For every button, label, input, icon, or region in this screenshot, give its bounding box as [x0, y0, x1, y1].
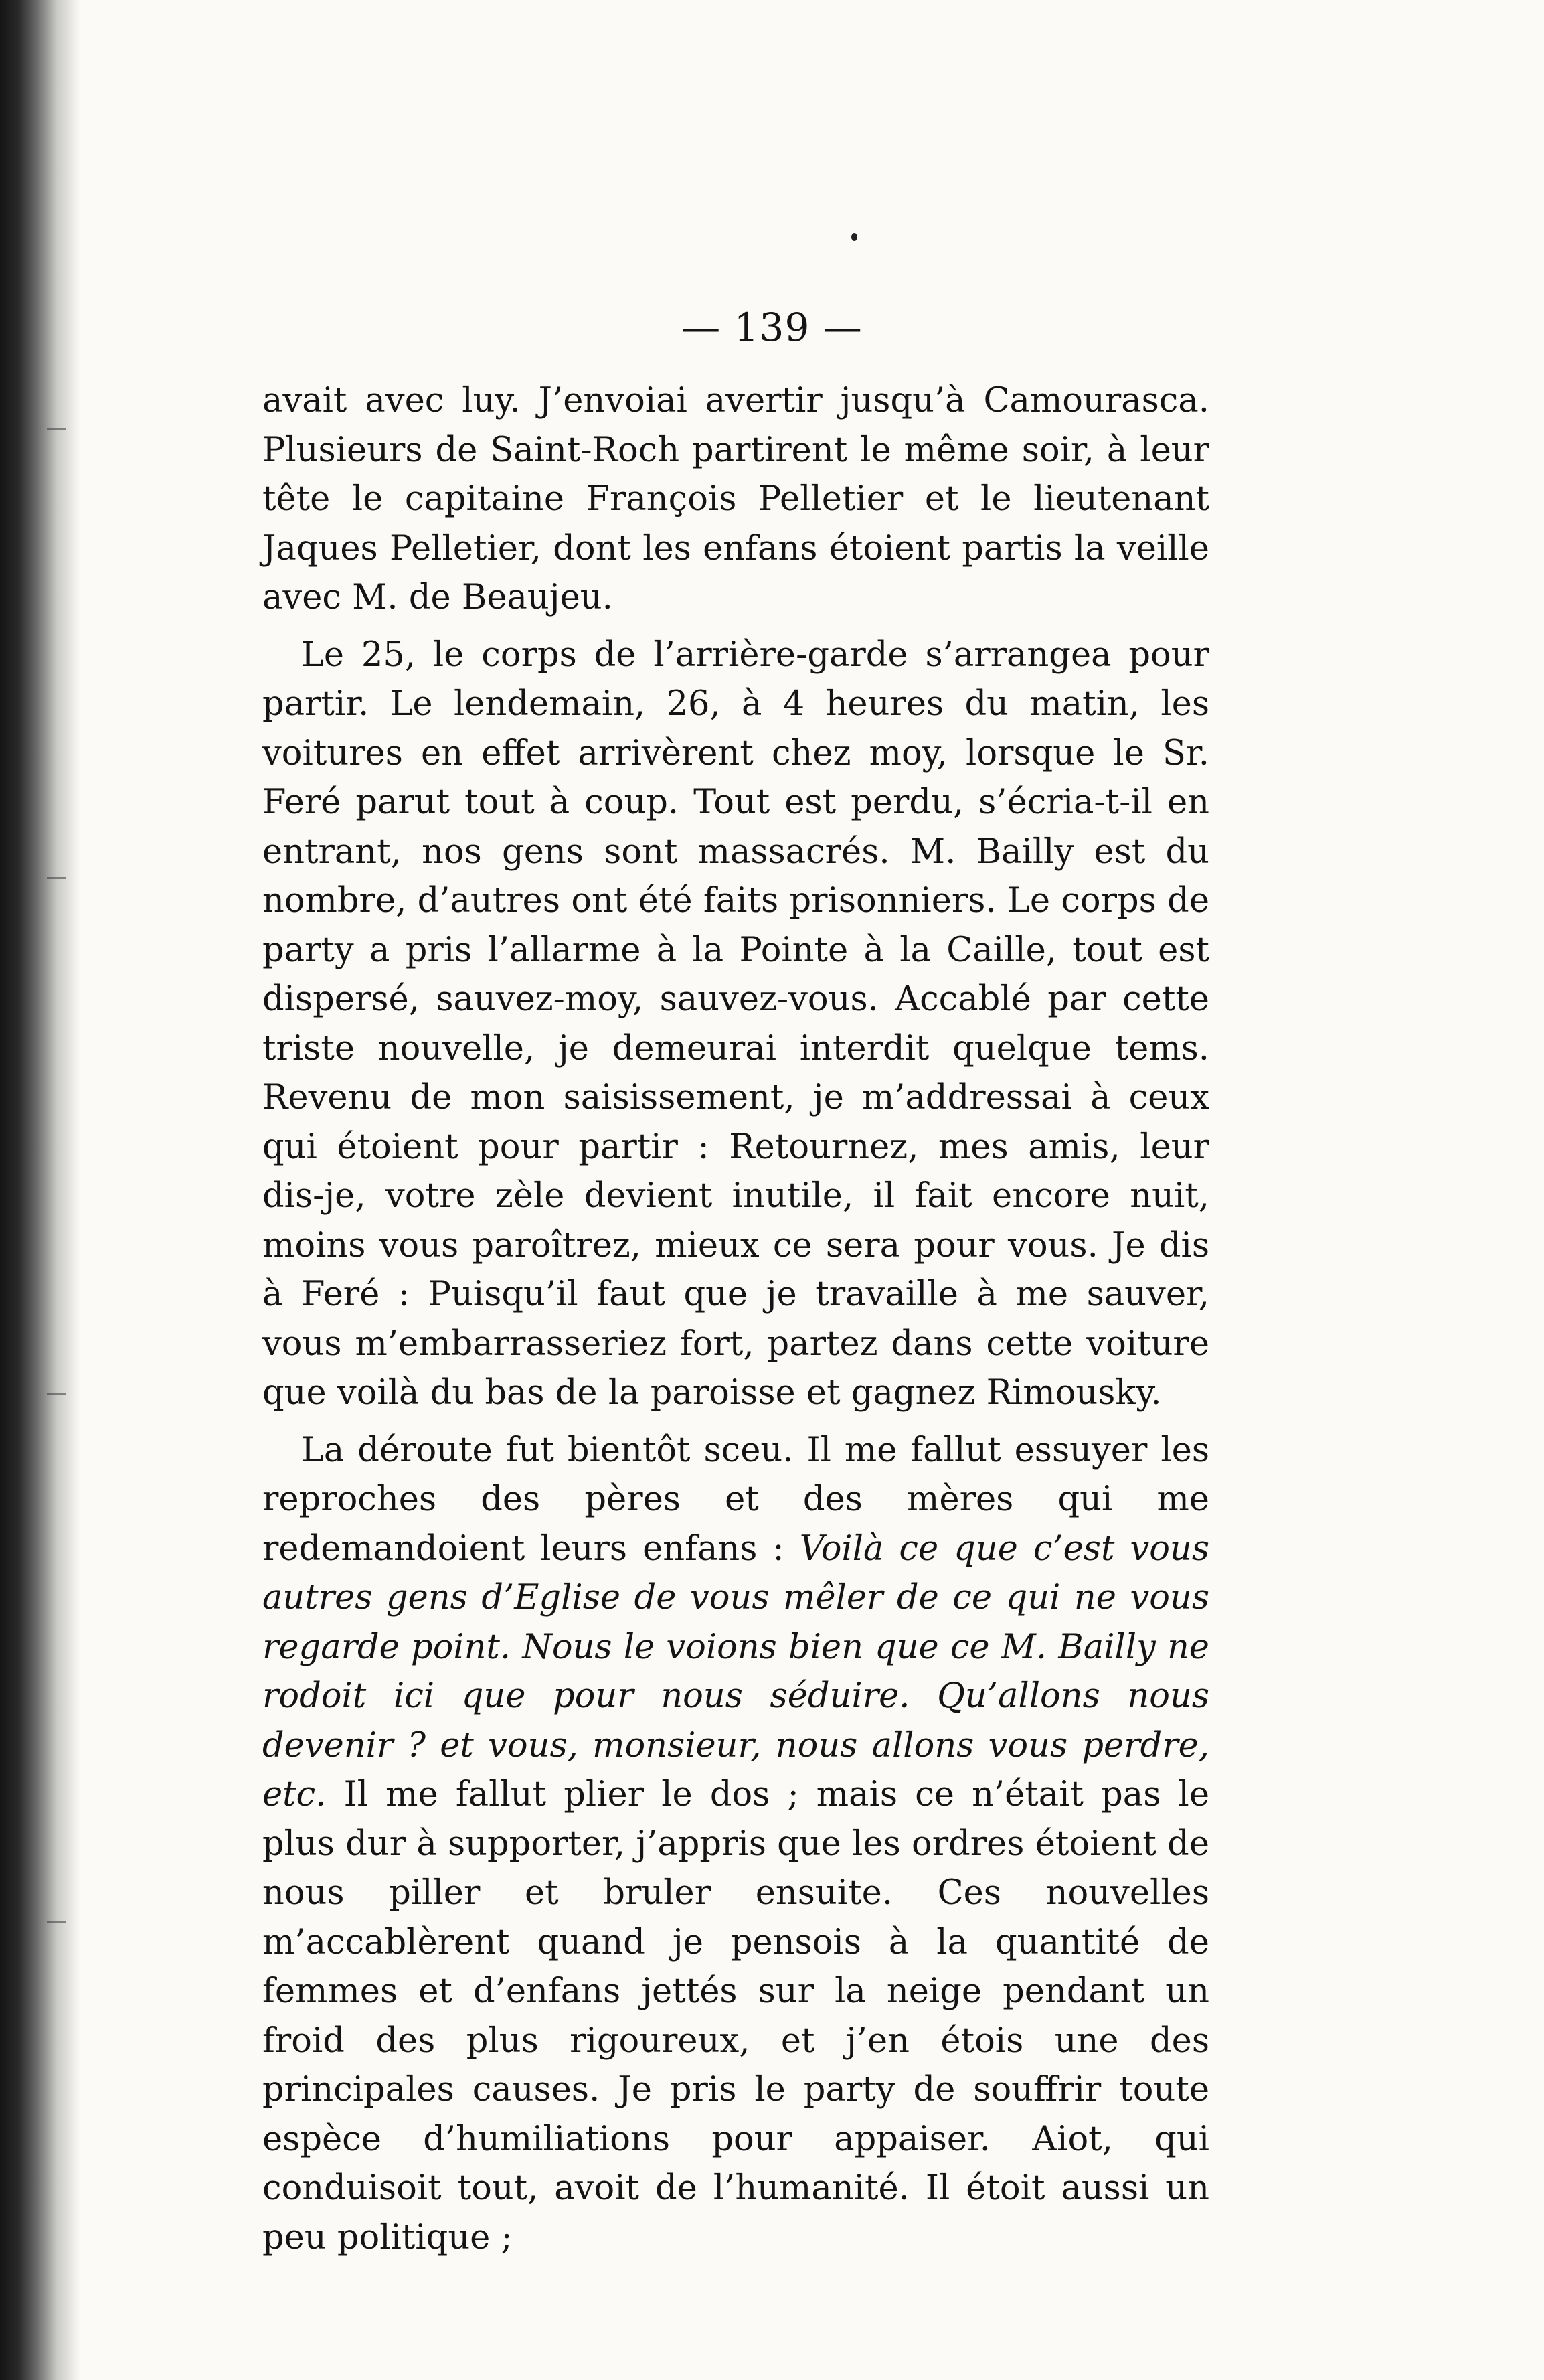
page-number: — 139 — — [681, 305, 863, 350]
edge-speckle — [47, 877, 66, 879]
edge-speckle — [47, 1921, 66, 1923]
scanned-binding-edge — [0, 0, 80, 2380]
text-run: Il me fallut plier le dos ; mais ce n’était pas le plus dur à supporter, j’appris que les ordres étoient de nous piller et bruler ensuite. Ces nouvelles m’accablèrent quand je pensois à la quantité de femmes et d’enfans jettés sur la neige pendant un froid des plus rigoureux, et j’en étois une des principales causes. Je pris le party de souffrir toute espèce d’humiliations pour appaiser. Aiot, qui conduisoit tout, avoit de l’humanité. Il étoit aussi un peu politique ; — [262, 1775, 1209, 2257]
text-run: avait avec luy. J’envoiai avertir jusqu’à Camourasca. Plusieurs de Saint-Roch partirent le même soir, à leur tête le capitaine François Pelletier et le lieutenant Jaques Pelletier, dont les enfans étoient partis la veille avec M. de Beaujeu. — [262, 381, 1209, 617]
text-run: Le 25, le corps de l’arrière-garde s’arrangea pour partir. Le lendemain, 26, à 4 heures du matin, les voitures en effet arrivèrent chez moy, lorsque le Sr. Feré parut tout à coup. Tout est perdu, s’écria-t-il en entrant, nos gens sont massacrés. M. Bailly est du nombre, d’autres ont été faits prisonniers. Le corps de party a pris l’allarme à la Pointe à la Caille, tout est dispersé, sauvez-moy, sauvez-vous. Accablé par cette triste nouvelle, je demeurai interdit quelque tems. Revenu de mon saisissement, je m’addressai à ceux qui étoient pour partir : Retournez, mes amis, leur dis-je, votre zèle devient inutile, il fait encore nuit, moins vous paroîtrez, mieux ce sera pour vous. Je dis à Feré : Puisqu’il faut que je travaille à me sauver, vous m’embarrasseriez fort, partez dans cette voiture que voilà du bas de la paroisse et gagnez Rimousky. — [262, 635, 1209, 1413]
paragraph — [262, 376, 1209, 623]
ink-speck — [851, 233, 857, 241]
text-run: La déroute fut bientôt sceu. Il me fallut essuyer les reproches des pères et des mères qui me redemandoient leurs enfans : — [262, 1430, 1209, 1569]
edge-speckle — [47, 1393, 66, 1395]
edge-speckle — [47, 428, 66, 430]
body-text — [262, 376, 1209, 2262]
italic-quotation: Voilà ce que c’est vous autres gens d’Eglise de vous mêler de ce qui ne vous regarde point. Nous le voions bien que ce M. Bailly ne rodoit ici que pour nous séduire. Qu’allons nous devenir ? et vous, monsieur, nous allons vous perdre, etc. — [262, 1528, 1209, 1814]
paragraph — [262, 631, 1209, 1418]
paragraph — [262, 1426, 1209, 2263]
